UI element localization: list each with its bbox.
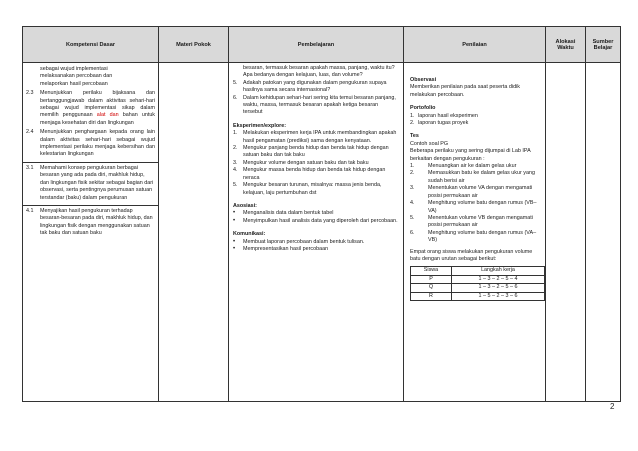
pn-step-text: Menghitung volume batu dengan rumus (VA–VB) [428, 229, 537, 244]
cell-penilaian [404, 63, 546, 402]
kd-item-2-3 [26, 90, 155, 127]
pn-number: 2. [410, 120, 415, 127]
header-pembelajaran: Pembelajaran [229, 27, 404, 63]
pn-step-text: Menghitung volume batu dengan rumus (VB–VA) [428, 200, 537, 214]
header-sumber-line2: Belajar [593, 44, 613, 51]
pn-observasi-text: Memberikan penilaian pada saat peserta didik melakukan percobaan. [410, 84, 520, 98]
cell-kompetensi-dasar [23, 63, 159, 402]
pn-step-1 [410, 163, 537, 170]
pb-question-5 [233, 80, 399, 95]
header-row [23, 27, 621, 63]
pb-eksperimen-2 [233, 145, 399, 160]
pb-intro [233, 65, 399, 80]
pn-portofolio-text: laporan hasil eksperimen [418, 112, 478, 119]
header-alokasi-line2: Waktu [557, 44, 574, 51]
pn-portofolio-heading: Portofolio [410, 105, 436, 112]
pn-number: 1. [410, 112, 415, 119]
table-row [411, 284, 545, 292]
content-row [23, 63, 621, 402]
pb-number: 5. [233, 182, 238, 189]
cell-sumber-belajar [586, 63, 621, 402]
header-kompetensi-dasar: Kompetensi Dasar [23, 27, 159, 63]
pb-asosiasi-text: Menyimpulkan hasil analisis data yang diperoleh dari percobaan. [243, 217, 398, 224]
pn-empat-siswa-text: Empat orang siswa melakukan pengukuran volume batu dengan urutan sebagai berikut: [410, 248, 533, 262]
kd-number: 2.4 [26, 129, 34, 136]
pb-komunikasi-text: Mempresentasikan hasil percobaan [243, 245, 329, 252]
pb-eksperimen-text: Mengukur volume dengan satuan baku dan tak baku [243, 159, 369, 166]
bullet-icon: • [233, 245, 236, 252]
pn-step-2 [410, 170, 537, 185]
pb-eksperimen-5 [233, 182, 399, 197]
pn-step-3 [410, 185, 537, 200]
pb-eksperimen-text: Mengukur besaran turunan, misalnya: massa jenis benda, kelajuan, laju pertumbuhan dst [243, 182, 382, 196]
pb-number: 6. [233, 94, 238, 101]
pn-step-text: Memasukkan batu ke dalam gelas ukur yang sudah berisi air [428, 170, 535, 184]
pn-number: 2. [410, 170, 415, 177]
pb-number: 2. [233, 145, 238, 152]
pb-eksperimen-heading: Eksperimen/explore: [233, 122, 287, 129]
pn-number: 3. [410, 185, 415, 192]
pb-asosiasi-2 [233, 218, 399, 225]
header-sumber-belajar [586, 27, 621, 63]
pb-question-text: Dalam kehidupan sehari-hari sering kita temui besaran panjang, waktu, massa, termasuk besaran apakah ketiga besaran tersebut [243, 94, 396, 116]
cell-pembelajaran [229, 63, 404, 402]
siswa-cell: P [411, 275, 452, 283]
pn-portofolio-1 [410, 113, 537, 120]
pb-eksperimen-text: Mengukur massa benda hidup dan benda tak hidup dengan neraca [243, 167, 386, 181]
pn-step-text: Menentukan volume VB dengan mengamati posisi permukaan air [428, 214, 533, 229]
siswa-table-header-cell: Langkah kerja [452, 267, 545, 275]
page-number: 2 [610, 402, 615, 411]
pb-komunikasi-heading: Komunikasi: [233, 231, 266, 238]
kd-3-1-text: Memahami konsep pengukuran berbagai besaran yang ada pada diri, makhluk hidup, dan lingkungan fisik sekitar sebagai bagian dari observasi, serta pentingnya perumusan satuan terstandar (baku) dalam pengukuran [40, 164, 154, 201]
pb-intro-text: besaran, termasuk besaran apakah massa, panjang, waktu itu? Apa bedanya dengan kelajuan, luas, dan volume? [243, 65, 395, 79]
pb-komunikasi-1 [233, 239, 399, 246]
header-penilaian: Penilaian [404, 27, 546, 63]
header-alokasi-line1: Alokasi [555, 38, 576, 45]
kd-item-3-1 [26, 165, 155, 202]
kd-number: 2.3 [26, 90, 34, 97]
pb-question-6 [233, 95, 399, 117]
pb-question-text: Adakah patokan yang digunakan dalam pengukuran supaya hasilnya sama secara internasional? [243, 79, 387, 94]
pb-asosiasi-heading: Asosiasi: [233, 202, 257, 209]
pn-step-text: Menentukan volume VA dengan mengamati posisi permukaan air [428, 185, 533, 199]
bullet-icon: • [233, 238, 236, 245]
pb-eksperimen-1 [233, 130, 399, 145]
pn-step-4 [410, 200, 537, 215]
siswa-cell: R [411, 292, 452, 300]
kd-2-3-text: Menunjukkan perilaku bijaksana dan bertanggungjawab dalam aktivitas sehari-hari sebagai wujud implementasi sikap dalam memilih penggunaan [40, 90, 155, 119]
kd-divider [23, 162, 158, 163]
pb-eksperimen-text: Mengukur panjang benda hidup dan benda tak hidup dengan satuan baku dan tak baku [243, 145, 389, 159]
pb-eksperimen-3 [233, 160, 399, 167]
pn-tes-line-1: Contoh soal PG [410, 140, 449, 147]
pb-eksperimen-4 [233, 167, 399, 182]
pb-komunikasi-text: Membuat laporan percobaan dalam bentuk tulisan. [243, 238, 365, 245]
pb-asosiasi-text: Menganalisis data dalam bentuk tabel [243, 210, 334, 217]
kd-2-4-text: Menunjukkan penghargaan kepada orang lain dalam aktivitas sehari-hari sebagai wujud implementasi perilaku menjaga kebersihan dan kelestarian lingkungan [40, 129, 155, 158]
table-row [411, 292, 545, 300]
pn-step-5 [410, 215, 537, 230]
siswa-cell: Q [411, 284, 452, 292]
cell-materi-pokok [159, 63, 229, 402]
pn-portofolio-text: laporan tugas proyek [418, 120, 469, 127]
bullet-icon: • [233, 210, 236, 217]
pn-number: 4. [410, 200, 415, 207]
cell-alokasi-waktu [546, 63, 586, 402]
pn-observasi-heading: Observasi [410, 77, 437, 83]
pb-eksperimen-text: Melakukan eksperimen kerja IPA untuk membandingkan apakah hasil pengamatan (prediksi) sama dengan kenyataan. [243, 130, 397, 144]
header-materi-pokok: Materi Pokok [159, 27, 229, 63]
kd-2-3-text-end: bahan untuk menjaga kesehatan diri dan lingkungan [40, 112, 156, 126]
kd-cont-line-1: sebagai wujud implementasi [40, 66, 108, 72]
kd-4-1-text: Menyajikan hasil pengukuran terhadap besaran-besaran pada diri, makhluk hidup, dan lingkungan fisik dengan menggunakan satuan tak baku dan satuan baku [40, 207, 153, 237]
kd-2-3-highlight: alat dan [96, 112, 119, 119]
siswa-table-header-cell: Siswa [411, 267, 452, 275]
pb-komunikasi-2 [233, 246, 399, 253]
pb-asosiasi-1 [233, 210, 399, 217]
kd-number: 3.1 [26, 164, 34, 171]
pn-step-text: Menuangkan air ke dalam gelas ukur [428, 163, 517, 170]
pn-tes-heading: Tes [410, 133, 419, 140]
pb-number: 5. [233, 79, 238, 86]
pn-step-6 [410, 230, 537, 245]
pn-number: 1. [410, 163, 415, 170]
lesson-plan-table [22, 26, 621, 402]
header-alokasi-waktu [546, 27, 586, 63]
pn-number: 5. [410, 214, 415, 221]
pn-portofolio-2 [410, 120, 537, 127]
pb-number: 4. [233, 167, 238, 174]
kd-item-2-4 [26, 129, 155, 159]
pb-number: 3. [233, 159, 238, 166]
langkah-cell: 1 – 5 – 2 – 3 – 6 [452, 292, 545, 300]
pn-tes-line-2: Beberapa perilaku yang sering dijumpai di Lab IPA berkaitan dengan pengukuran : [410, 148, 531, 162]
siswa-steps-table [410, 266, 545, 301]
langkah-cell: 1 – 3 – 2 – 5 – 6 [452, 284, 545, 292]
kd-continuation [26, 66, 155, 88]
header-sumber-line1: Sumber [592, 38, 614, 45]
pb-number: 1. [233, 130, 238, 137]
kd-cont-line-3: melaporkan hasil percobaan [40, 80, 108, 87]
kd-number: 4.1 [26, 207, 34, 214]
siswa-table-header [411, 267, 545, 275]
bullet-icon: • [233, 217, 236, 224]
kd-item-4-1 [26, 208, 155, 238]
kd-divider [23, 205, 158, 206]
langkah-cell: 1 – 3 – 2 – 5 – 4 [452, 275, 545, 283]
kd-cont-line-2: melaksanakan percobaan dan [40, 73, 113, 80]
pn-number: 6. [410, 229, 415, 236]
table-row [411, 275, 545, 283]
